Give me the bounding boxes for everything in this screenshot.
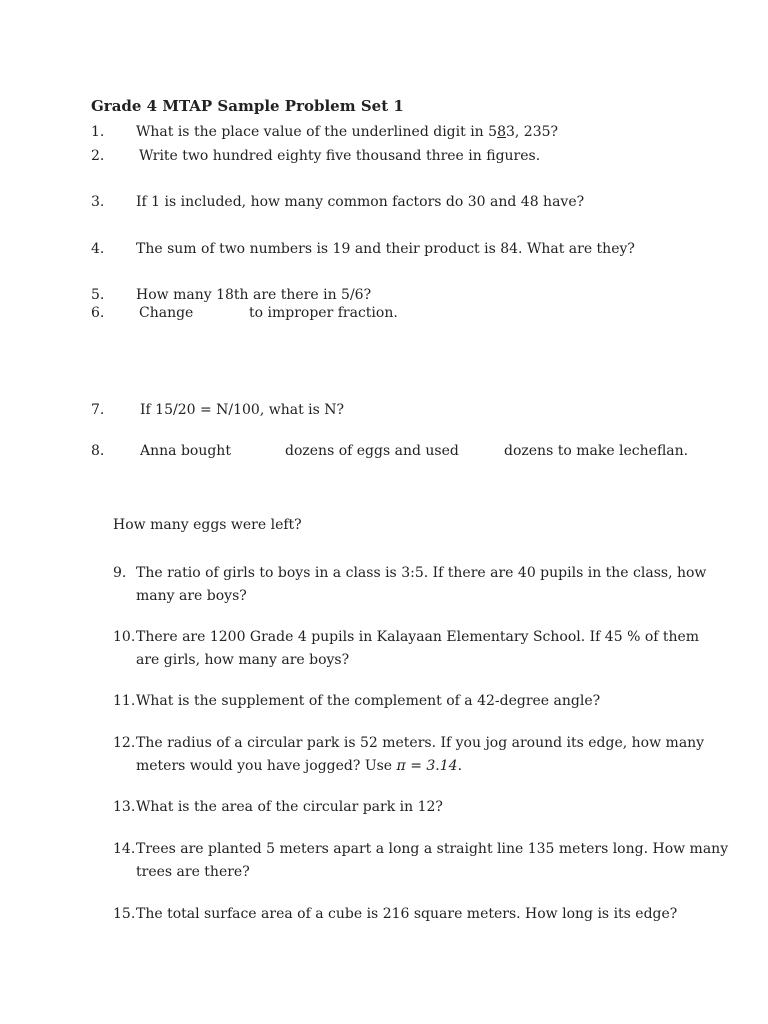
problem-3-number: 3. bbox=[91, 194, 105, 210]
problem-8-number: 8. bbox=[91, 443, 105, 459]
problem-12-line-1: The radius of a circular park is 52 meters. If you jog around its edge, how many bbox=[136, 735, 705, 751]
problem-6-text-a: Change bbox=[139, 305, 194, 321]
underlined-digit: 8 bbox=[497, 124, 506, 140]
problem-11-text: What is the supplement of the complement of a 42-degree angle? bbox=[136, 693, 601, 709]
problem-5-text: How many 18th are there in 5/6? bbox=[136, 287, 372, 303]
problem-13-number: 13. bbox=[113, 799, 136, 815]
problem-8-text-c: dozens to make lecheflan. bbox=[504, 443, 689, 459]
problem-10-number: 10. bbox=[113, 629, 136, 645]
problem-9-line-2: many are boys? bbox=[136, 588, 247, 604]
problem-11-number: 11. bbox=[113, 693, 136, 709]
problem-8-text-b: dozens of eggs and used bbox=[285, 443, 459, 459]
problem-12-line-2-end: . bbox=[457, 758, 463, 774]
page-title: Grade 4 MTAP Sample Problem Set 1 bbox=[91, 97, 404, 115]
pi-formula: π = 3.14 bbox=[396, 758, 458, 774]
problem-2-text: Write two hundred eighty five thousand three in figures. bbox=[139, 148, 541, 164]
problem-10-line-1: There are 1200 Grade 4 pupils in Kalayaan Elementary School. If 45 % of them bbox=[136, 629, 700, 645]
problem-4-text: The sum of two numbers is 19 and their product is 84. What are they? bbox=[136, 241, 635, 257]
problem-1-text bbox=[136, 124, 558, 140]
problem-8-question: How many eggs were left? bbox=[113, 517, 302, 533]
problem-4-number: 4. bbox=[91, 241, 105, 257]
problem-9-line-1: The ratio of girls to boys in a class is 3:5. If there are 40 pupils in the class, how bbox=[136, 565, 707, 581]
problem-3-text: If 1 is included, how many common factors do 30 and 48 have? bbox=[136, 194, 585, 210]
problem-14-line-2: trees are there? bbox=[136, 864, 250, 880]
problem-2-number: 2. bbox=[91, 148, 105, 164]
problem-12-line-2 bbox=[136, 758, 462, 774]
problem-10-line-2: are girls, how many are boys? bbox=[136, 652, 350, 668]
problem-14-number: 14. bbox=[113, 841, 136, 857]
problem-13-text: What is the area of the circular park in 12? bbox=[136, 799, 443, 815]
problem-8-text-a: Anna bought bbox=[140, 443, 231, 459]
problem-12-number: 12. bbox=[113, 735, 136, 751]
problem-1-text-post: 3, 235? bbox=[505, 124, 559, 140]
problem-14-line-1: Trees are planted 5 meters apart a long a straight line 135 meters long. How many bbox=[136, 841, 729, 857]
problem-1-text-pre: What is the place value of the underlined digit in 5 bbox=[136, 124, 498, 140]
problem-15-number: 15. bbox=[113, 906, 136, 922]
problem-7-number: 7. bbox=[91, 402, 105, 418]
problem-6-text-b: to improper fraction. bbox=[249, 305, 398, 321]
problem-12-line-2-text: meters would you have jogged? Use bbox=[136, 758, 397, 774]
problem-15-text: The total surface area of a cube is 216 square meters. How long is its edge? bbox=[136, 906, 678, 922]
problem-1-number: 1. bbox=[91, 124, 105, 140]
problem-6-number: 6. bbox=[91, 305, 105, 321]
problem-7-text: If 15/20 = N/100, what is N? bbox=[140, 402, 345, 418]
problem-5-number: 5. bbox=[91, 287, 105, 303]
problem-9-number: 9. bbox=[113, 565, 127, 581]
